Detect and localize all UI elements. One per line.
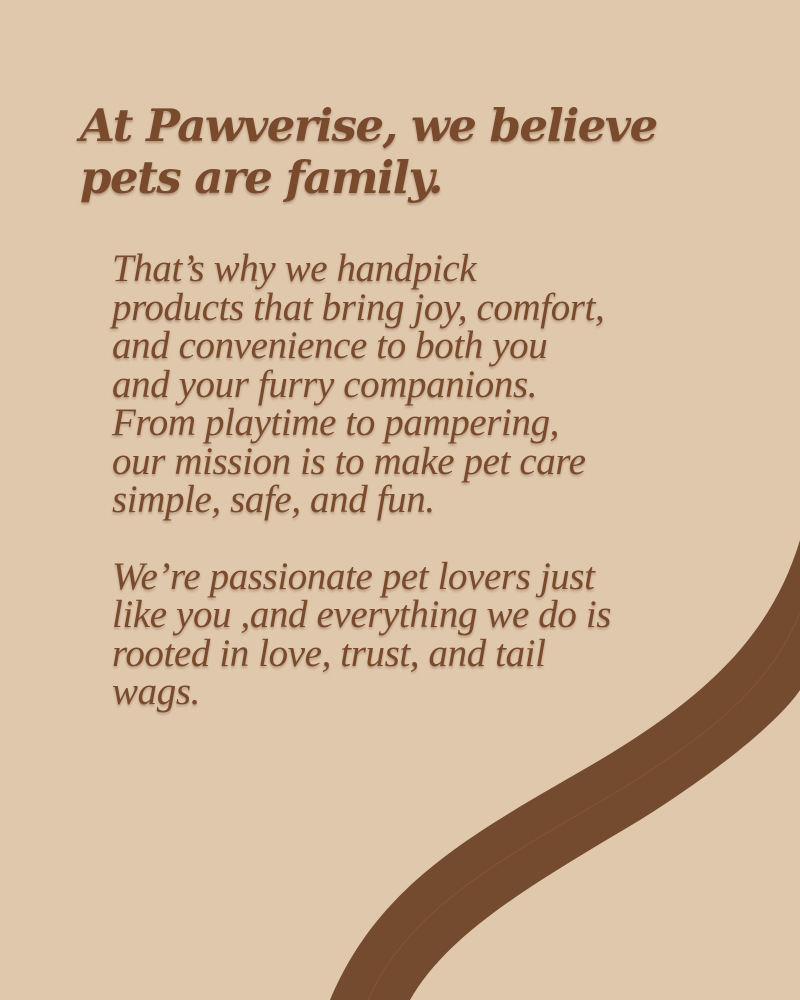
paragraph-line: rooted in love, trust, and tail: [112, 631, 546, 675]
paragraph-line: and your furry companions.: [112, 362, 538, 406]
paragraph-line: simple, safe, and fun.: [112, 478, 435, 521]
paragraph-line: our mission is to make pet care: [112, 439, 586, 483]
values-paragraph: [112, 554, 712, 713]
body-copy: [112, 247, 712, 713]
headline-line: At Pawverise, we believe: [80, 99, 657, 152]
paragraph-line: From playtime to pampering,: [112, 401, 560, 444]
paragraph-line: That’s why we handpick: [112, 247, 477, 290]
paragraph-line: wags.: [112, 670, 200, 713]
paragraph-line: like you ,and everything we do is: [112, 593, 612, 636]
paragraph-line: products that bring joy, comfort,: [112, 285, 605, 329]
paragraph-line: and convenience to both you: [112, 324, 548, 367]
headline: [80, 100, 720, 204]
mission-paragraph: [112, 247, 712, 521]
headline-line: pets are family.: [80, 151, 443, 204]
paragraph-line: We’re passionate pet lovers just: [112, 554, 595, 598]
